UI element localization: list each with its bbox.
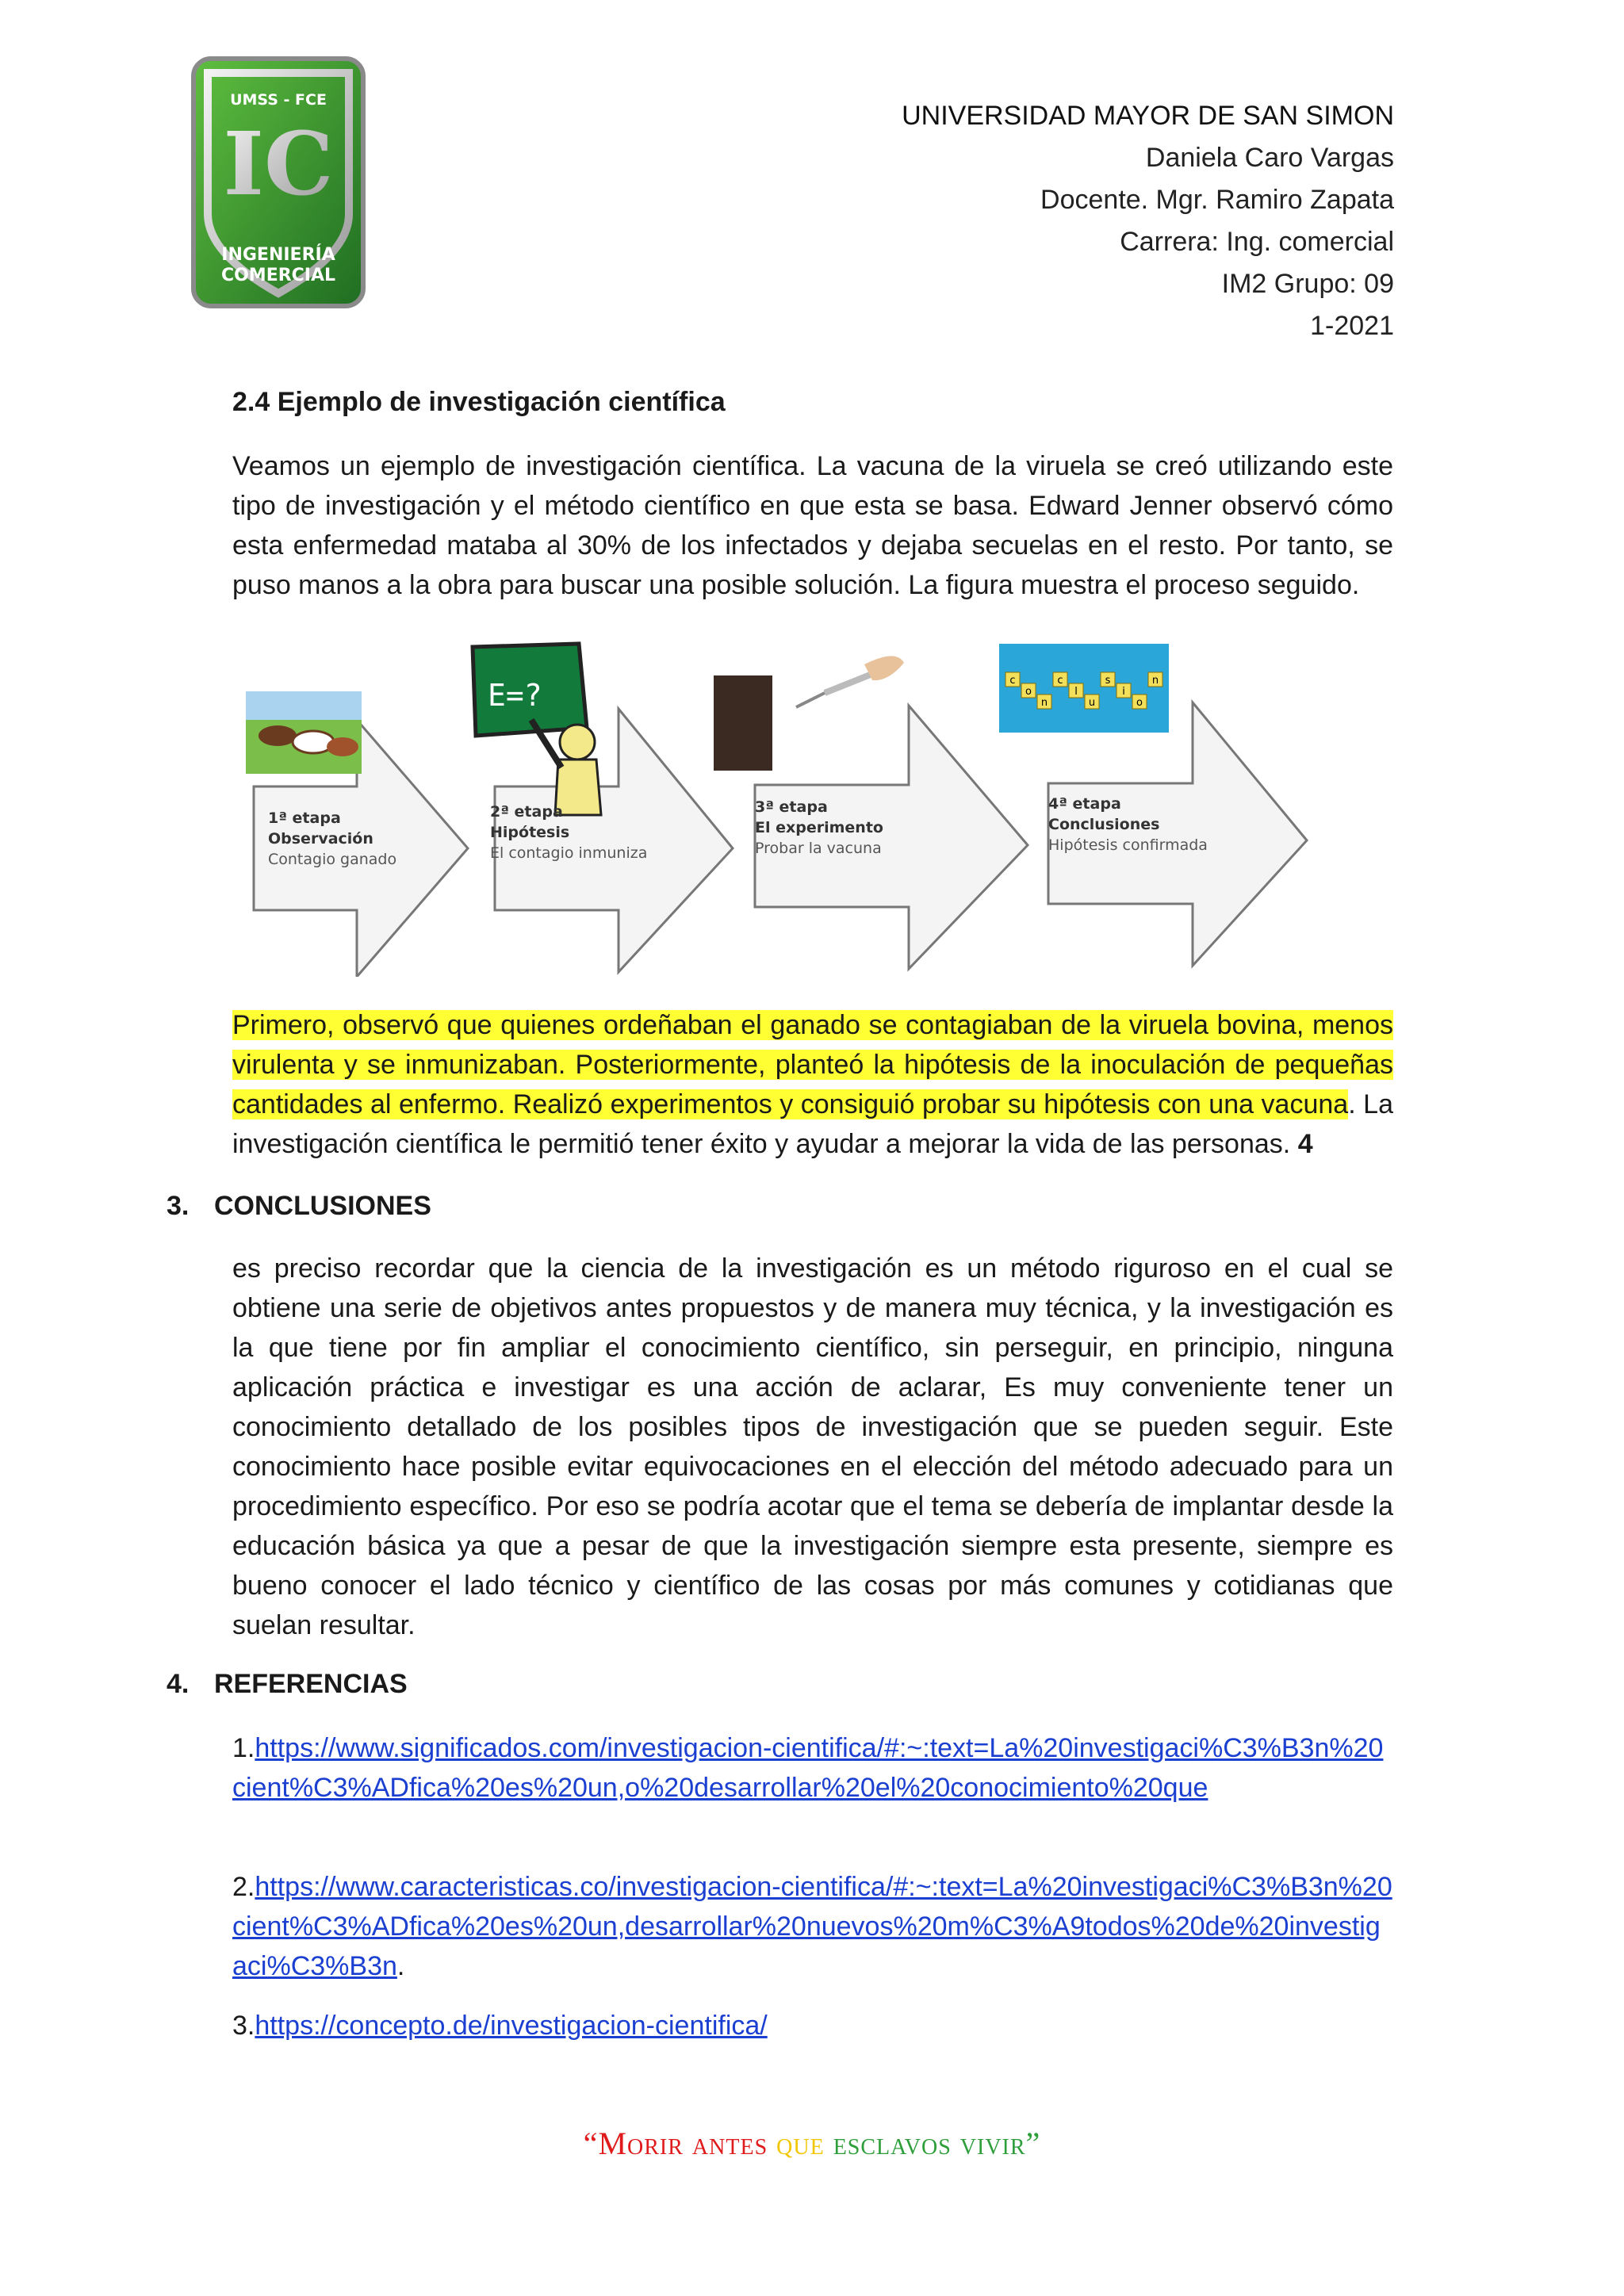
step-3-name: El experimento [755,819,883,836]
career: Carrera: Ing. comercial [1120,227,1394,257]
motto-open-quote: “ [583,2126,599,2161]
svg-text:IC: IC [223,113,334,215]
letter-tile-text: u [1088,697,1096,709]
reference-2-suffix: . [396,1951,405,1981]
svg-text:INGENIERÍA: INGENIERÍA [221,245,335,265]
step-1-stage: 1ª etapa [268,809,341,827]
step-4-detail: Hipótesis confirmada [1048,836,1208,854]
svg-text:UMSS - FCE: UMSS - FCE [230,91,327,109]
reference-2-link[interactable]: https://www.caracteristicas.co/investigacion-cientifica/#:~:text=La%20investigaci%C3%B3n%20cient%C3%ADfica%20es%20un,desarrollar%20nuevos%20m%C3%A9todos%20de%20investigaci%C3%B3n [232,1872,1392,1981]
reference-1-link[interactable]: https://www.significados.com/investigacion-cientifica/#:~:text=La%20investigaci%C3%B3n%20cient%C3%ADfica%20es%20un,o%20desarrollar%20el%20conocimiento%20que [232,1733,1384,1803]
svg-text:COMERCIAL: COMERCIAL [220,266,336,285]
motto-part-yellow: que [776,2126,833,2161]
letter-tile-text: n [1040,697,1048,709]
reference-1-prefix: 1. [232,1733,255,1763]
step-2-name: Hipótesis [490,824,570,841]
conclusions-title: CONCLUSIONES [214,1191,431,1221]
highlighted-text: Primero, observó que quienes ordeñaban el ganado se contagiaban de la viruela bovina, menos virulenta y se inmunizaban. Posteriormente, planteó la hipótesis de la inoculación de pequeñas cantidades al enfermo. Realizó experimentos y consiguió probar su hipótesis con una vacuna [232,1010,1393,1119]
letter-tile-text: c [1009,675,1016,687]
intro-paragraph: Veamos un ejemplo de investigación científica. La vacuna de la viruela se creó utilizando este tipo de investigación y el método científico en que esta se basa. Edward Jenner observó cómo esta enfermedad mataba al 30% de los infectados y dejaba secuelas en el resto. Por tanto, se puso manos a la obra para buscar una posible solución. La figura muestra el proceso seguido. [232,451,1393,600]
teacher-name: Docente. Mgr. Ramiro Zapata [1040,185,1394,215]
step-3-stage: 3ª etapa [755,798,828,816]
syringe-image [714,656,904,771]
paragraph-rest: . La investigación científica le permitió tener éxito y ayudar a mejorar la vida de las personas. [232,1089,1394,1159]
section-2-4-title: 2.4 Ejemplo de investigación científica [232,387,726,417]
header-info [902,95,1394,347]
author-name: Daniela Caro Vargas [1145,143,1394,173]
letter-tile-text: l [1074,686,1078,698]
term: 1-2021 [1310,311,1394,341]
letter-tile-text: i [1122,686,1125,698]
conclusions-paragraph: es preciso recordar que la ciencia de la investigación es un método riguroso en el cual se obtiene una serie de objetivos antes propuestos y de manera muy técnica, y la investigación es la que tiene por fin ampliar el conocimiento científico, sin perseguir, en principio, ninguna aplicación práctica e investigar es una acción de aclarar, Es muy conveniente tener un conocimiento detallado de los posibles tipos de investigación que se pueden seguir. Este conocimiento hace posible evitar equivocaciones en el elección del método adecuado para un procedimiento específico. Por eso se podría acotar que el tema se debería de implantar desde la educación básica ya que a pesar de que la investigación siempre esta presente, siempre es bueno conocer el lado técnico y científico de las cosas por más comunes y cotidianas que suelan resultar. [232,1253,1393,1640]
motto [0,2125,1624,2162]
motto-part-red: Morir antes [598,2126,777,2161]
reference-2-prefix: 2. [232,1872,255,1902]
jenner-paragraph [232,1005,1393,1164]
step-3-detail: Probar la vacuna [755,840,882,857]
conclusion-tiles-image [999,644,1169,733]
step-4-name: Conclusiones [1048,816,1160,833]
reference-2 [232,1867,1393,1986]
footnote-number: 4 [1297,1129,1313,1159]
letter-tile-text: c [1057,675,1063,687]
letter-tile-text: o [1025,686,1032,698]
step-2-detail: El contagio inmuniza [490,844,648,862]
motto-close-quote: ” [1025,2126,1041,2161]
step-1-name: Observación [268,830,373,848]
arrow-step-3 [755,706,1028,969]
reference-3-prefix: 3. [232,2011,255,2041]
cows-image [246,691,362,774]
letter-tile-text: o [1136,697,1143,709]
letter-tile-text: n [1151,675,1159,687]
step-4-stage: 4ª etapa [1048,795,1121,813]
references-title: REFERENCIAS [214,1669,408,1699]
references-heading [167,1669,408,1700]
references-number: 4. [167,1669,190,1699]
arrow-step-4 [1048,702,1307,966]
reference-1 [232,1728,1393,1808]
letter-tile-text: s [1105,675,1111,687]
university-name: UNIVERSIDAD MAYOR DE SAN SIMON [902,101,1394,131]
reference-3 [232,2006,1393,2045]
reference-3-link[interactable]: https://concepto.de/investigacion-cientifica/ [255,2011,768,2041]
process-figure [238,641,1313,977]
motto-part-green: esclavos vivir [833,2126,1026,2161]
conclusions-number: 3. [167,1191,190,1221]
step-2-stage: 2ª etapa [490,803,563,821]
group: IM2 Grupo: 09 [1221,269,1394,299]
step-1-detail: Contagio ganado [268,851,397,868]
umss-fce-logo [190,55,366,309]
svg-text:E=?: E=? [488,678,542,713]
conclusions-heading [167,1191,431,1222]
